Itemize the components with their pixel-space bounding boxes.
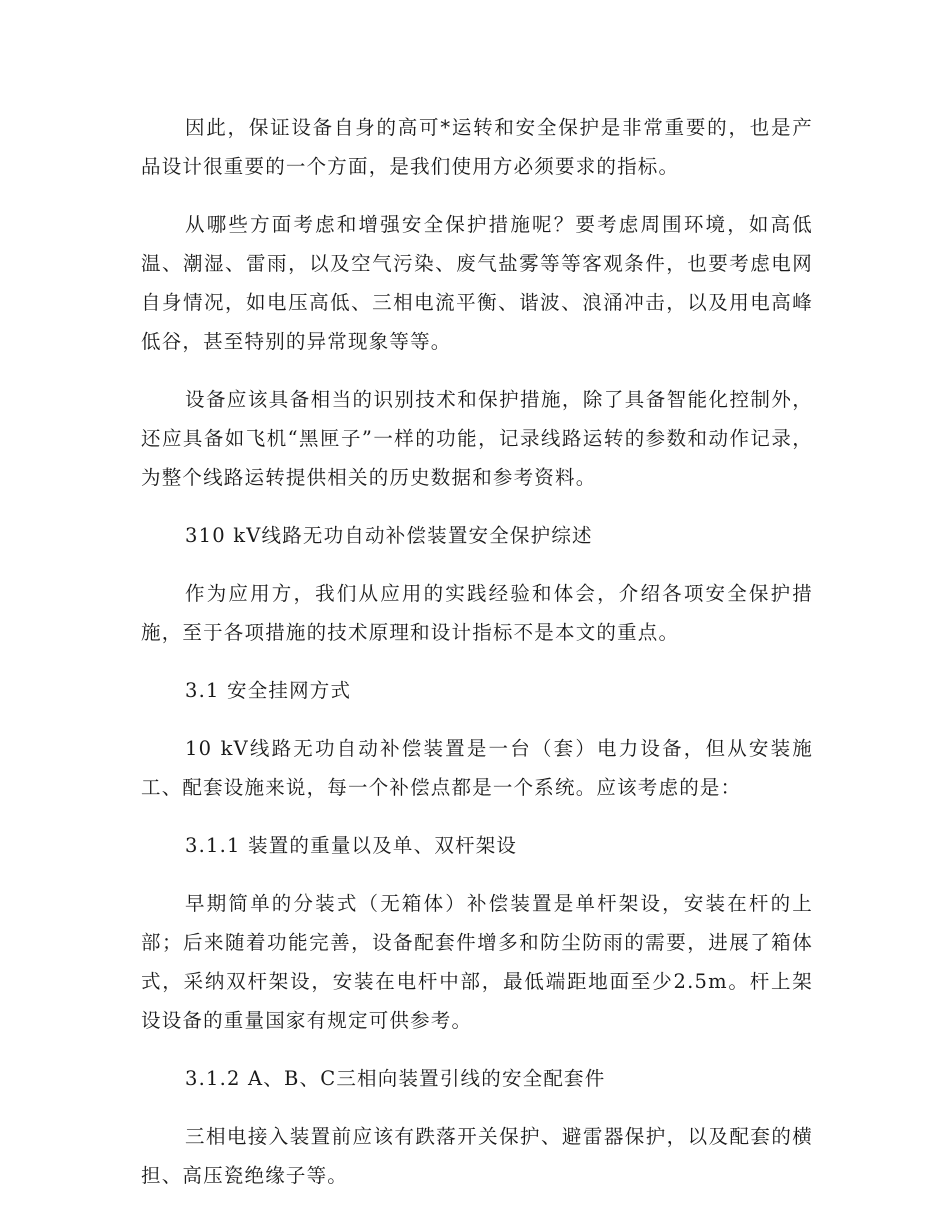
paragraph-reliability: 因此，保证设备自身的高可*运转和安全保护是非常重要的，也是产品设计很重要的一个方面，是我们使用方必须要求的指标。 bbox=[141, 116, 813, 178]
paragraph-application-intro: 作为应用方，我们从应用的实践经验和体会，介绍各项安全保护措施，至于各项措施的技术原理和设计指标不是本文的重点。 bbox=[141, 582, 813, 644]
paragraph-protection-measures: 从哪些方面考虑和增强安全保护措施呢？要考虑周围环境，如高低温、潮湿、雷雨，以及空气污染、废气盐雾等等客观条件，也要考虑电网自身情况，如电压高低、三相电流平衡、谐波、浪涌冲击，以及用电高峰低谷，甚至特别的异常现象等等。 bbox=[141, 213, 813, 353]
paragraph-black-box: 设备应该具备相当的识别技术和保护措施，除了具备智能化控制外，还应具备如飞机“黑匣子”一样的功能，记录线路运转的参数和动作记录，为整个线路运转提供相关的历史数据和参考资料。 bbox=[141, 388, 813, 489]
section-heading-overview: 310 kV线路无功自动补偿装置安全保护综述 bbox=[185, 524, 593, 547]
document-body bbox=[141, 108, 813, 1214]
paragraph-pole-mounting: 早期简单的分装式（无箱体）补偿装置是单杆架设，安装在杆的上部；后来随着功能完善，设备配套件增多和防尘防雨的需要，进展了箱体式，采纳双杆架设，安装在电杆中部，最低端距地面至少2.5m。杆上架设设备的重量国家有规定可供参考。 bbox=[141, 892, 813, 1032]
section-heading-3-1: 3.1 安全挂网方式 bbox=[185, 679, 352, 702]
paragraph-system-consideration: 10 kV线路无功自动补偿装置是一台（套）电力设备，但从安装施工、配套设施来说，每一个补偿点都是一个系统。应该考虑的是： bbox=[141, 737, 813, 799]
paragraph-three-phase-lead: 三相电接入装置前应该有跌落开关保护、避雷器保护，以及配套的横担、高压瓷绝缘子等。 bbox=[141, 1125, 813, 1187]
section-heading-3-1-2: 3.1.2 A、B、C三相向装置引线的安全配套件 bbox=[185, 1067, 606, 1090]
section-heading-3-1-1: 3.1.1 装置的重量以及单、双杆架设 bbox=[185, 834, 518, 857]
